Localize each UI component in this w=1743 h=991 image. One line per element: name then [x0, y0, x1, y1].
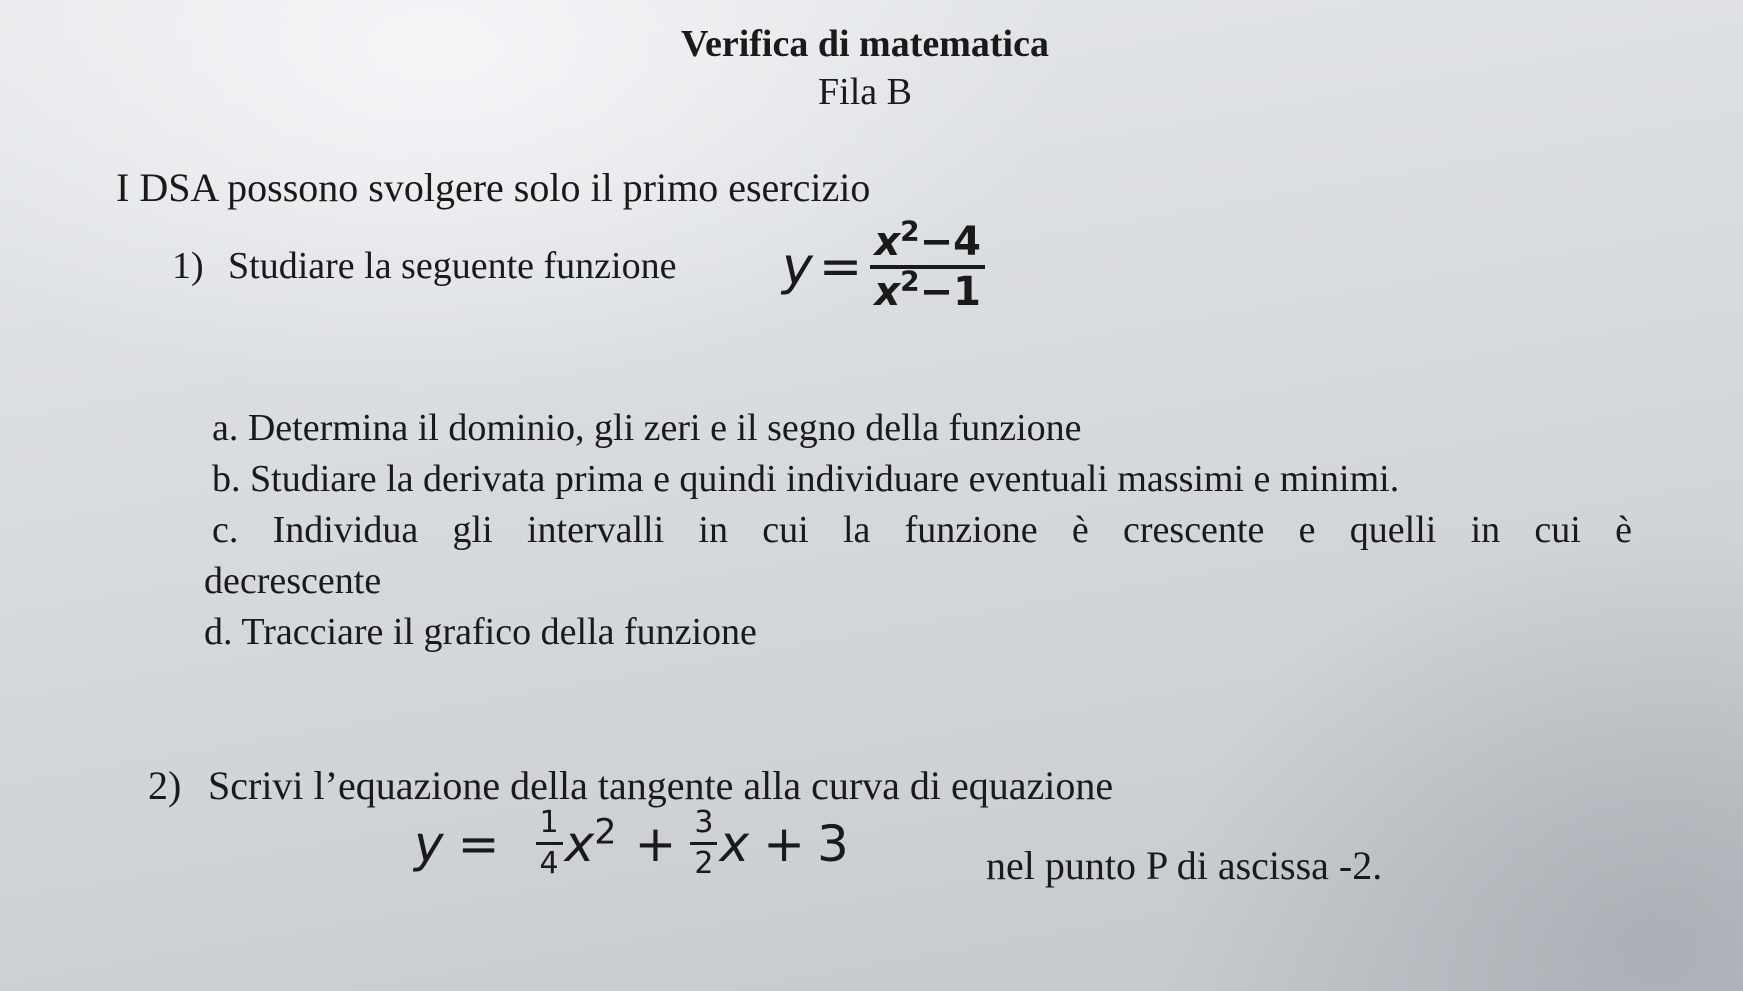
exercise-1-heading	[172, 244, 676, 288]
item-a: a. Determina il dominio, gli zeri e il segno della funzione	[212, 407, 1082, 449]
formula-2-fraction-2: $\frac{3}{2}$	[690, 808, 717, 879]
formula-1-numerator: $x^2-4$	[874, 214, 982, 265]
item-c-line-1: c. Individua gli intervalli in cui la funzione è crescente e quelli in cui è	[212, 509, 1632, 551]
exercise-2-number: 2)	[148, 763, 182, 808]
item-d: d. Tracciare il grafico della funzione	[204, 611, 757, 653]
formula-2-x-linear: x	[719, 814, 750, 873]
page-title: Verifica di matematica	[681, 23, 1049, 65]
exercise-1-number: 1)	[172, 245, 204, 287]
exercise-2-formula	[414, 805, 849, 881]
exercise-2-heading	[148, 762, 1113, 809]
formula-1-equals: =	[818, 237, 863, 297]
formula-1-denominator: $x^2-1$	[874, 264, 982, 315]
formula-2-plus-2: +	[763, 814, 805, 873]
item-b: b. Studiare la derivata prima e quindi individuare eventuali massimi e minimi.	[212, 458, 1400, 500]
formula-2-x-term: $x^2$	[564, 811, 617, 873]
formula-2-plus-1: +	[634, 814, 677, 873]
exercise-2-label: Scrivi l’equazione della tangente alla curva di equazione	[208, 763, 1114, 808]
item-c-line-2: decrescente	[204, 560, 382, 602]
formula-2-equals: =	[457, 814, 500, 873]
formula-2-fraction-1: $\frac{1}{4}$	[536, 808, 563, 879]
page-subtitle: Fila B	[818, 71, 912, 113]
formula-2-lhs: y	[414, 814, 444, 873]
exercise-1-items	[204, 403, 1632, 658]
formula-1-fraction	[870, 214, 985, 315]
exercise-2-point-text: nel punto P di ascissa -2.	[986, 843, 1383, 888]
exercise-1-formula	[782, 214, 985, 315]
formula-2-constant: 3	[816, 814, 849, 873]
formula-1-lhs: y	[782, 237, 813, 297]
dsa-note: I DSA possono svolgere solo il primo esercizio	[116, 165, 871, 210]
exercise-1-label: Studiare la seguente funzione	[228, 245, 677, 287]
